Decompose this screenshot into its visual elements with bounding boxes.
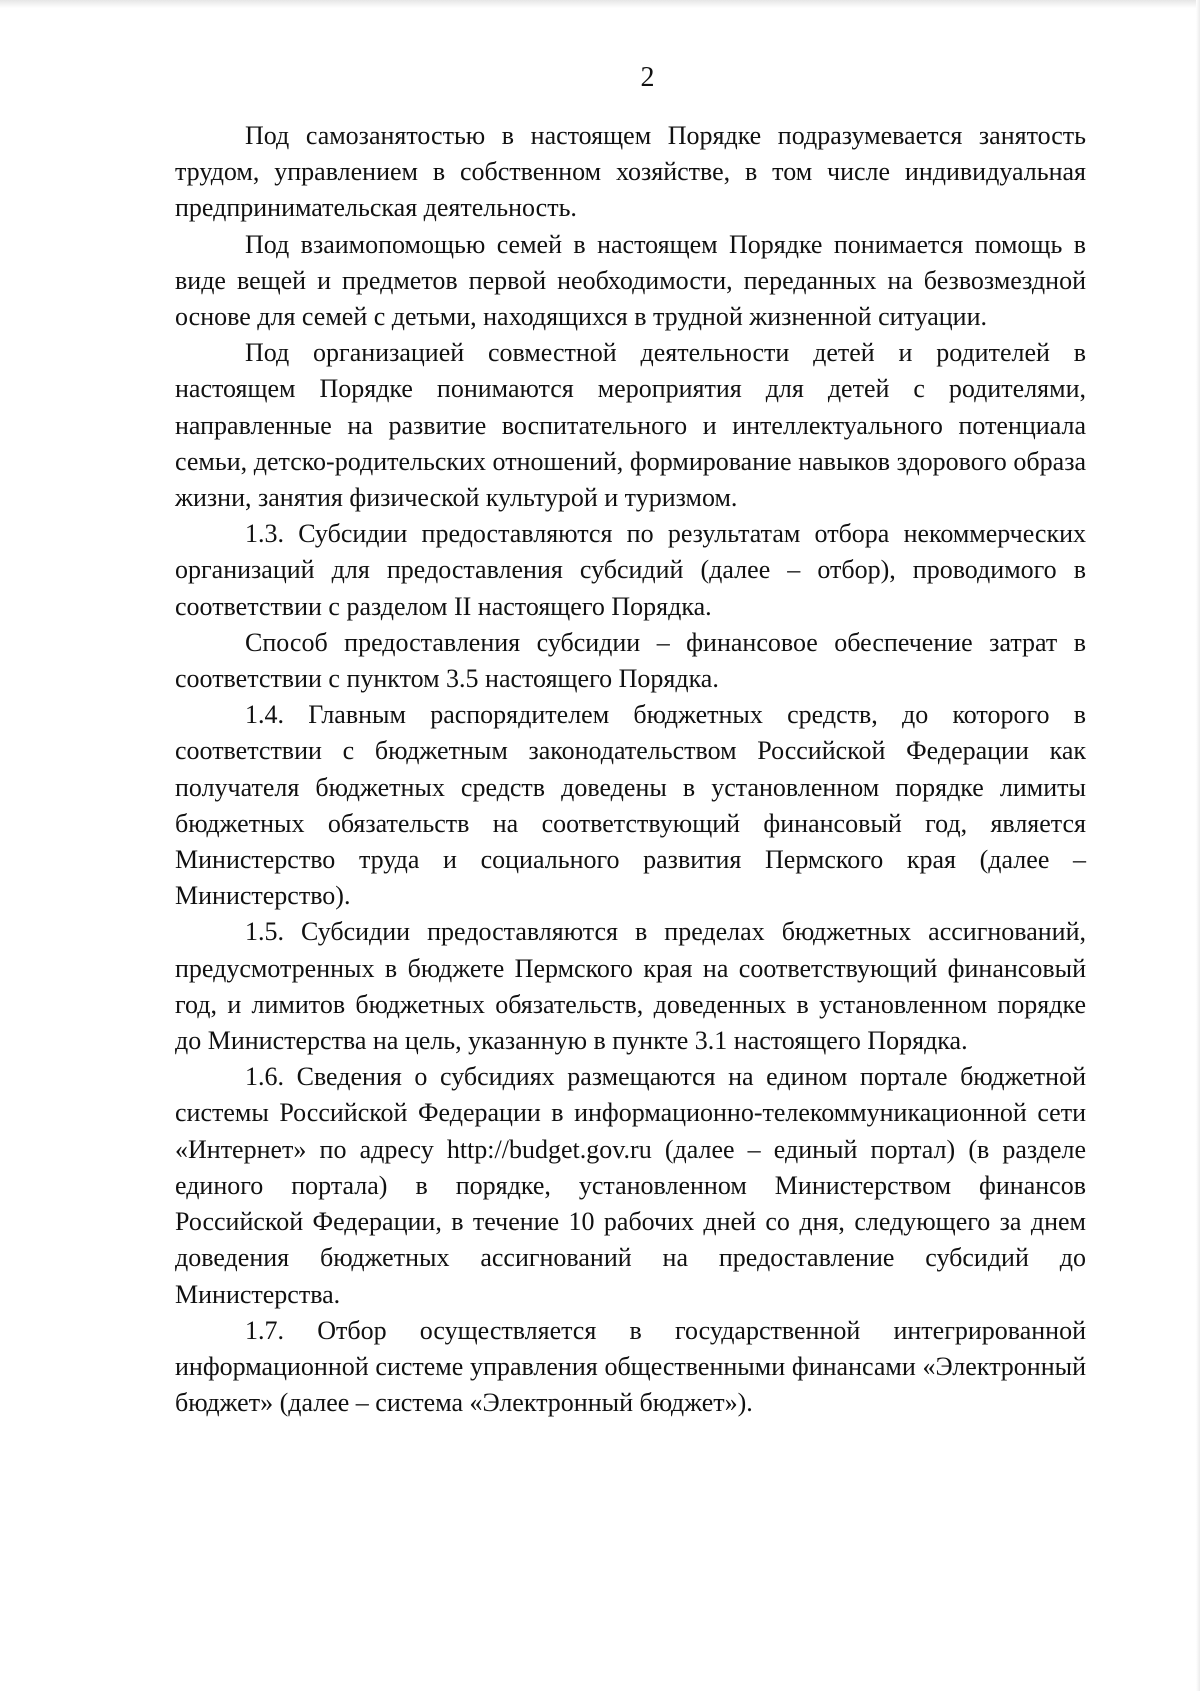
scan-edge-top bbox=[0, 0, 1200, 8]
paragraph-1-6: 1.6. Сведения о субсидиях размещаются на едином портале бюджетной системы Российской Федерации в информационно-телекоммуникационной сети «Интернет» по адресу http://budget.gov.ru (далее – единый портал) (в разделе единого портала) в порядке, установленном Министерством финансов Российской Федерации, в течение 10 рабочих дней со дня, следующего за днем доведения бюджетных ассигнований на предоставление субсидий до Министерства. bbox=[175, 1062, 1086, 1309]
paragraph-1-5: 1.5. Субсидии предоставляются в пределах бюджетных ассигнований, предусмотренных в бюджете Пермского края на соответствующий финансовый год, и лимитов бюджетных обязательств, доведенных в установленном порядке до Министерства на цель, указанную в пункте 3.1 настоящего Порядка. bbox=[175, 917, 1086, 1056]
page-number: 2 bbox=[640, 62, 655, 93]
paragraph-self-employment-definition: Под самозанятостью в настоящем Порядке подразумевается занятость трудом, управлением в собственном хозяйстве, в том числе индивидуальная предпринимательская деятельность. bbox=[175, 121, 1086, 223]
paragraph-1-7: 1.7. Отбор осуществляется в государственной интегрированной информационной системе управления общественными финансами «Электронный бюджет» (далее – система «Электронный бюджет»). bbox=[175, 1315, 1086, 1418]
paragraph-1-3: 1.3. Субсидии предоставляются по результатам отбора некоммерческих организаций для предоставления субсидий (далее – отбор), проводимого в соответствии с разделом II настоящего Порядка. bbox=[175, 519, 1086, 621]
scan-edge-right bbox=[1196, 0, 1200, 1691]
paragraph-1-4: 1.4. Главным распорядителем бюджетных средств, до которого в соответствии с бюджетным законодательством Российской Федерации как получателя бюджетных средств доведены в установленном порядке лимиты бюджетных обязательств на соответствующий финансовый год, является Министерство труда и социального развития Пермского края (далее – Министерство). bbox=[175, 700, 1086, 911]
paragraph-subsidy-method: Способ предоставления субсидии – финансовое обеспечение затрат в соответствии с пунктом 3.5 настоящего Порядка. bbox=[175, 627, 1086, 694]
paragraph-joint-activities-definition: Под организацией совместной деятельности детей и родителей в настоящем Порядке понимаются мероприятия для детей с родителями, направленные на развитие воспитательного и интеллектуального потенциала семьи, детско-родительских отношений, формирование навыков здорового образа жизни, занятия физической культурой и туризмом. bbox=[175, 338, 1086, 513]
paragraph-mutual-aid-definition: Под взаимопомощью семей в настоящем Порядке понимается помощь в виде вещей и предметов первой необходимости, переданных на безвозмездной основе для семей с детьми, находящихся в трудной жизненной ситуации. bbox=[175, 229, 1086, 332]
document-body bbox=[175, 118, 1086, 1421]
